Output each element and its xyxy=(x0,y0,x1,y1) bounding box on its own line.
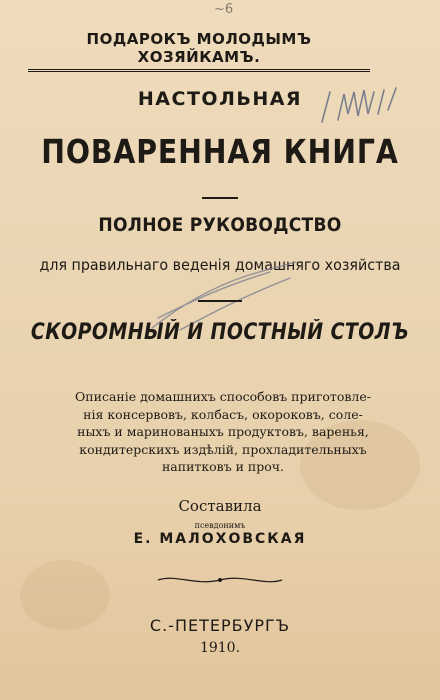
section-title: СКОРОМНЫЙ И ПОСТНЫЙ СТОЛЪ xyxy=(30,320,410,345)
year: 1910. xyxy=(199,640,241,656)
description xyxy=(48,388,398,476)
pencil-mark: ~6 xyxy=(214,2,234,17)
description-line: кондитерскихъ издѣлій, прохладительныхъ xyxy=(79,441,367,457)
pseudonym-label: псевдонимъ xyxy=(194,521,246,530)
description-line: ныхъ и маринованыхъ продуктовъ, варенья, xyxy=(77,424,369,439)
top-banner: ПОДАРОКЪ МОЛОДЫМЪ ХОЗЯЙКАМЪ. xyxy=(28,30,370,72)
city: С.-ПЕТЕРБУРГЪ xyxy=(149,616,291,635)
divider-rule xyxy=(202,197,238,199)
title-small: НАСТОЛЬНАЯ xyxy=(137,88,303,110)
description-line: напитковъ и проч. xyxy=(161,459,285,474)
divider-rule xyxy=(198,300,242,302)
title-big: ПОВАРЕННАЯ КНИГА xyxy=(41,132,399,171)
ornament-divider xyxy=(156,572,284,588)
subline: для правильнаго веденія домашняго хозяйства xyxy=(39,256,401,274)
subtitle: ПОЛНОЕ РУКОВОДСТВО xyxy=(98,214,342,236)
description-line: Описаніе домашнихъ способовъ приготовле- xyxy=(75,389,371,404)
author-name: Е. МАЛОХОВСКАЯ xyxy=(133,531,307,547)
compiled-by: Составила xyxy=(178,497,262,515)
description-line: нія консервовъ, колбасъ, окороковъ, соле- xyxy=(83,406,363,422)
